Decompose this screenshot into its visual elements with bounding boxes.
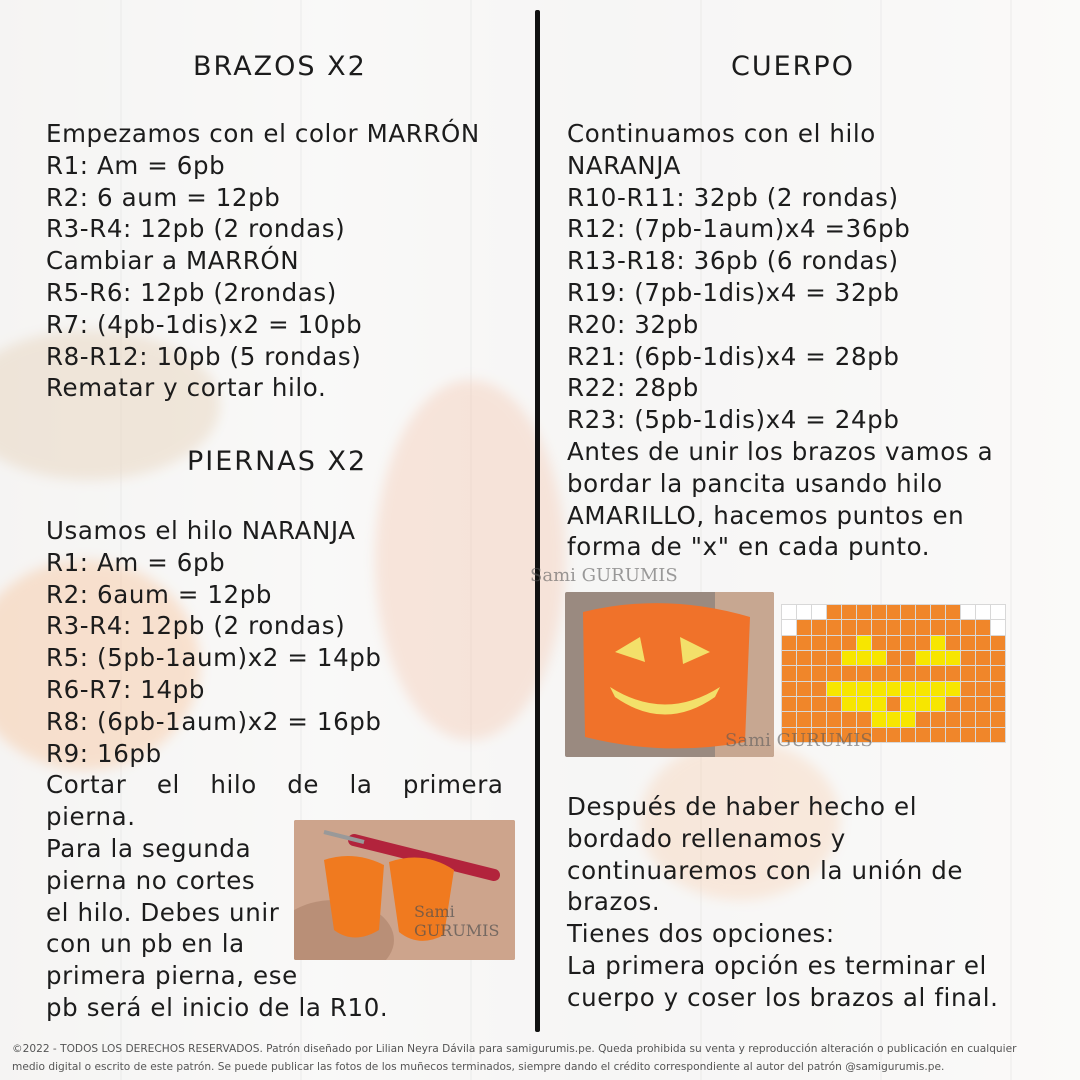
- chart-cell: [991, 636, 1005, 650]
- instruction-line: pierna no cortes: [46, 865, 256, 895]
- chart-cell: [976, 712, 990, 726]
- chart-cell: [931, 682, 945, 696]
- chart-cell: [842, 712, 856, 726]
- chart-cell: [901, 651, 915, 665]
- instruction-line: continuaremos con la unión de: [567, 855, 964, 885]
- chart-cell: [961, 697, 975, 711]
- chart-cell: [797, 682, 811, 696]
- instruction-line: R8: (6pb-1aum)x2 = 16pb: [46, 706, 382, 736]
- brazos-title: BRAZOS X2: [193, 51, 367, 82]
- chart-cell: [872, 651, 886, 665]
- chart-cell: [812, 712, 826, 726]
- instruction-line: Tienes dos opciones:: [567, 919, 835, 949]
- chart-cell: [931, 697, 945, 711]
- chart-cell: [916, 712, 930, 726]
- chart-cell: [901, 728, 915, 742]
- chart-cell: [887, 651, 901, 665]
- chart-cell: [887, 605, 901, 619]
- instruction-line: R23: (5pb-1dis)x4 = 24pb: [567, 405, 900, 435]
- instruction-line: R7: (4pb-1dis)x2 = 10pb: [46, 309, 363, 339]
- chart-cell: [812, 620, 826, 634]
- chart-cell: [857, 697, 871, 711]
- chart-cell: [842, 697, 856, 711]
- chart-cell: [872, 697, 886, 711]
- chart-cell: [872, 620, 886, 634]
- instruction-line: R20: 32pb: [567, 309, 699, 339]
- chart-cell: [887, 712, 901, 726]
- chart-cell: [961, 636, 975, 650]
- chart-cell: [857, 666, 871, 680]
- chart-cell: [976, 697, 990, 711]
- chart-cell: [931, 636, 945, 650]
- chart-cell: [827, 697, 841, 711]
- chart-cell: [961, 728, 975, 742]
- instruction-line: forma de "x" en cada punto.: [567, 532, 931, 562]
- instruction-line: R22: 28pb: [567, 373, 699, 403]
- instruction-line: R5-R6: 12pb (2rondas): [46, 277, 337, 307]
- chart-cell: [976, 682, 990, 696]
- chart-cell: [812, 666, 826, 680]
- chart-cell: [946, 666, 960, 680]
- chart-cell: [991, 728, 1005, 742]
- chart-cell: [901, 682, 915, 696]
- chart-cell: [976, 636, 990, 650]
- instruction-line: R21: (6pb-1dis)x4 = 28pb: [567, 341, 900, 371]
- embroidery-chart: [782, 605, 1006, 743]
- chart-cell: [842, 636, 856, 650]
- chart-cell: [827, 682, 841, 696]
- chart-cell: [812, 682, 826, 696]
- instruction-line: R6-R7: 14pb: [46, 674, 205, 704]
- chart-cell: [782, 620, 796, 634]
- instruction-line: primera pierna, ese: [46, 961, 298, 991]
- watermark-bottom: Sami GURUMIS: [725, 730, 873, 751]
- chart-cell: [872, 712, 886, 726]
- copyright-line-2: medio digital o escrito de este patrón. Se puede publicar las fotos de los muñecos terminados, siempre dando el crédito correspondiente al autor del patrón @samigurumis.pe.: [12, 1061, 945, 1073]
- chart-cell: [827, 651, 841, 665]
- chart-cell: [872, 636, 886, 650]
- chart-cell: [872, 682, 886, 696]
- chart-cell: [842, 620, 856, 634]
- instruction-line: Continuamos con el hilo: [567, 119, 876, 148]
- column-divider: [535, 10, 540, 1032]
- instruction-line: pierna.: [46, 802, 136, 832]
- instruction-line: NARANJA: [567, 150, 681, 180]
- chart-cell: [797, 651, 811, 665]
- chart-cell: [991, 697, 1005, 711]
- chart-cell: [782, 651, 796, 665]
- chart-cell: [827, 666, 841, 680]
- chart-cell: [857, 620, 871, 634]
- chart-cell: [797, 636, 811, 650]
- chart-cell: [946, 605, 960, 619]
- instruction-line: el hilo. Debes unir: [46, 897, 280, 927]
- instruction-line: R1: Am = 6pb: [46, 150, 226, 180]
- cuerpo-title: CUERPO: [731, 51, 855, 82]
- instruction-line: R13-R18: 36pb (6 rondas): [567, 246, 899, 276]
- instruction-line: con un pb en la: [46, 929, 245, 959]
- chart-cell: [797, 712, 811, 726]
- chart-cell: [991, 605, 1005, 619]
- chart-cell: [782, 605, 796, 619]
- after-instructions: [567, 791, 998, 1014]
- chart-cell: [916, 620, 930, 634]
- chart-cell: [946, 620, 960, 634]
- chart-cell: [976, 651, 990, 665]
- cuerpo-instructions: [567, 118, 993, 563]
- chart-cell: [991, 712, 1005, 726]
- chart-cell: [857, 651, 871, 665]
- instruction-line: R3-R4: 12pb (2 rondas): [46, 611, 346, 641]
- instruction-line: Antes de unir los brazos vamos a: [567, 436, 994, 466]
- instruction-line: Rematar y cortar hilo.: [46, 373, 327, 403]
- instruction-line: bordado rellenamos y: [567, 823, 846, 853]
- chart-cell: [961, 712, 975, 726]
- instruction-line: R12: (7pb-1aum)x4 =36pb: [567, 214, 911, 244]
- chart-cell: [946, 651, 960, 665]
- chart-cell: [782, 636, 796, 650]
- instruction-line: cuerpo y coser los brazos al final.: [567, 982, 999, 1012]
- chart-cell: [991, 651, 1005, 665]
- instruction-line: R9: 16pb: [46, 738, 162, 768]
- chart-cell: [887, 620, 901, 634]
- instruction-line: La primera opción es terminar el: [567, 950, 987, 980]
- instruction-line: Cortar el hilo de la primera: [46, 770, 504, 800]
- chart-cell: [782, 712, 796, 726]
- instruction-line: pb será el inicio de la R10.: [46, 992, 389, 1022]
- chart-cell: [916, 636, 930, 650]
- chart-cell: [961, 620, 975, 634]
- chart-cell: [827, 620, 841, 634]
- chart-cell: [916, 651, 930, 665]
- chart-cell: [901, 620, 915, 634]
- chart-cell: [827, 636, 841, 650]
- chart-cell: [842, 666, 856, 680]
- chart-cell: [797, 620, 811, 634]
- chart-cell: [887, 666, 901, 680]
- instruction-line: R3-R4: 12pb (2 rondas): [46, 214, 346, 244]
- chart-cell: [827, 605, 841, 619]
- chart-cell: [991, 620, 1005, 634]
- chart-cell: [812, 651, 826, 665]
- instruction-line: Para la segunda: [46, 833, 252, 863]
- instruction-line: Usamos el hilo NARANJA: [46, 516, 356, 545]
- chart-cell: [842, 682, 856, 696]
- chart-cell: [946, 712, 960, 726]
- instruction-line: R5: (5pb-1aum)x2 = 14pb: [46, 643, 382, 673]
- watermark: Sami GURUMIS: [530, 565, 678, 586]
- chart-cell: [976, 620, 990, 634]
- chart-cell: [961, 605, 975, 619]
- instruction-line: Cambiar a MARRÓN: [46, 246, 300, 276]
- chart-cell: [916, 682, 930, 696]
- chart-cell: [916, 697, 930, 711]
- instruction-line: R2: 6 aum = 12pb: [46, 182, 281, 212]
- instruction-line: R2: 6aum = 12pb: [46, 579, 273, 609]
- chart-cell: [946, 728, 960, 742]
- chart-cell: [931, 620, 945, 634]
- chart-cell: [827, 712, 841, 726]
- chart-cell: [782, 682, 796, 696]
- chart-cell: [842, 605, 856, 619]
- chart-cell: [931, 666, 945, 680]
- chart-cell: [916, 666, 930, 680]
- chart-cell: [857, 682, 871, 696]
- chart-cell: [872, 728, 886, 742]
- instruction-line: R8-R12: 10pb (5 rondas): [46, 341, 362, 371]
- instruction-line: AMARILLO, hacemos puntos en: [567, 500, 965, 530]
- legs-photo: [294, 820, 515, 960]
- chart-cell: [782, 666, 796, 680]
- chart-cell: [961, 666, 975, 680]
- chart-cell: [887, 697, 901, 711]
- chart-cell: [797, 697, 811, 711]
- chart-cell: [782, 697, 796, 711]
- piernas-title: PIERNAS X2: [187, 446, 368, 477]
- chart-cell: [887, 636, 901, 650]
- chart-cell: [797, 666, 811, 680]
- brazos-instructions: [46, 118, 480, 404]
- chart-cell: [857, 712, 871, 726]
- chart-cell: [961, 651, 975, 665]
- chart-cell: [887, 682, 901, 696]
- chart-cell: [931, 651, 945, 665]
- chart-cell: [991, 666, 1005, 680]
- copyright-line-1: ©2022 - TODOS LOS DERECHOS RESERVADOS. Patrón diseñado por Lilian Neyra Dávila para samigurumis.pe. Queda prohibida su venta y reproducción alteración o publicación en cualquier: [12, 1043, 1017, 1055]
- chart-cell: [901, 697, 915, 711]
- chart-cell: [812, 636, 826, 650]
- chart-cell: [916, 728, 930, 742]
- chart-cell: [901, 636, 915, 650]
- chart-cell: [976, 666, 990, 680]
- chart-cell: [946, 682, 960, 696]
- chart-cell: [872, 605, 886, 619]
- instruction-line: R10-R11: 32pb (2 rondas): [567, 182, 899, 212]
- chart-cell: [901, 666, 915, 680]
- chart-cell: [901, 712, 915, 726]
- chart-cell: [991, 682, 1005, 696]
- chart-cell: [976, 728, 990, 742]
- instruction-line: Empezamos con el color MARRÓN: [46, 119, 480, 148]
- chart-cell: [931, 605, 945, 619]
- chart-cell: [857, 605, 871, 619]
- chart-cell: [916, 605, 930, 619]
- instruction-line: R19: (7pb-1dis)x4 = 32pb: [567, 277, 900, 307]
- chart-cell: [857, 636, 871, 650]
- instruction-line: R1: Am = 6pb: [46, 547, 226, 577]
- copyright-footer: [12, 1040, 1068, 1076]
- chart-cell: [946, 636, 960, 650]
- photo-watermark: Sami GURUMIS: [414, 902, 500, 940]
- chart-cell: [931, 712, 945, 726]
- chart-cell: [946, 697, 960, 711]
- chart-cell: [797, 605, 811, 619]
- chart-cell: [901, 605, 915, 619]
- chart-cell: [872, 666, 886, 680]
- chart-cell: [961, 682, 975, 696]
- chart-cell: [887, 728, 901, 742]
- instruction-line: brazos.: [567, 887, 661, 917]
- chart-cell: [812, 605, 826, 619]
- chart-cell: [842, 651, 856, 665]
- chart-cell: [812, 697, 826, 711]
- instruction-line: bordar la pancita usando hilo: [567, 468, 943, 498]
- chart-cell: [976, 605, 990, 619]
- instruction-line: Después de haber hecho el: [567, 792, 918, 821]
- chart-cell: [931, 728, 945, 742]
